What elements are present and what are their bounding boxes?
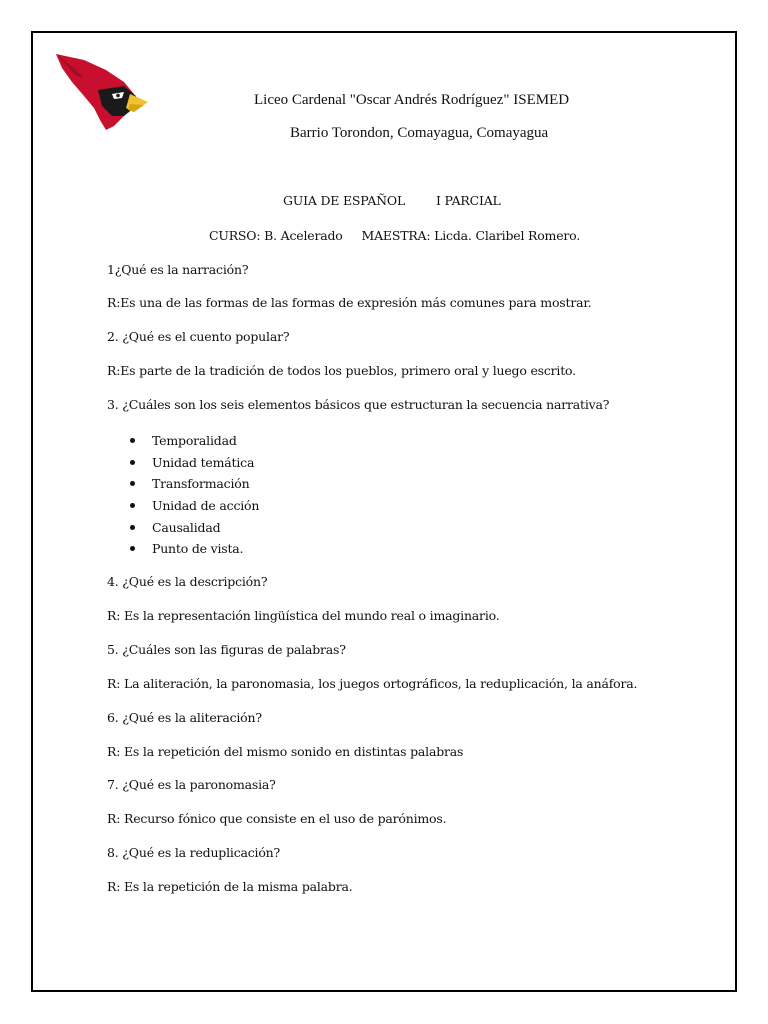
question-1: 1¿Qué es la narración? [107, 262, 249, 277]
list-item-label: Temporalidad [152, 433, 237, 448]
list-item [130, 430, 259, 452]
bullet-icon [130, 525, 135, 530]
answer-2: R:Es parte de la tradición de todos los pueblos, primero oral y luego escrito. [107, 363, 576, 378]
narrative-elements-list [130, 430, 259, 560]
question-5: 5. ¿Cuáles son las figuras de palabras? [107, 642, 346, 657]
list-item-label: Unidad de acción [152, 498, 260, 514]
school-address: Barrio Torondon, Comayagua, Comayagua [290, 125, 549, 141]
bullet-icon [130, 481, 135, 486]
answer-1: R:Es una de las formas de las formas de expresión más comunes para mostrar. [107, 295, 592, 310]
answer-6: R: Es la repetición del mismo sonido en distintas palabras [107, 744, 464, 759]
partial-label: I PARCIAL [436, 193, 501, 208]
bullet-icon [130, 546, 135, 551]
answer-4: R: Es la representación lingüística del mundo real o imaginario. [107, 608, 500, 623]
question-4: 4. ¿Qué es la descripción? [107, 574, 268, 589]
list-item [130, 517, 259, 539]
list-item-label: Punto de vista. [152, 541, 244, 557]
list-item [130, 473, 259, 495]
course-teacher-line: CURSO: B. Acelerado MAESTRA: Licda. Claribel Romero. [209, 228, 581, 243]
list-item [130, 538, 259, 560]
question-3: 3. ¿Cuáles son los seis elementos básicos que estructuran la secuencia narrativa? [107, 397, 610, 412]
bullet-icon [130, 460, 135, 465]
question-6: 6. ¿Qué es la aliteración? [107, 710, 262, 725]
list-item [130, 452, 259, 474]
cardinal-bird-logo-icon [54, 50, 150, 134]
list-item-label: Transformación [152, 476, 250, 492]
bullet-icon [130, 438, 135, 443]
school-name: Liceo Cardenal "Oscar Andrés Rodríguez" ISEMED [254, 92, 570, 108]
answer-7: R: Recurso fónico que consiste en el uso de parónimos. [107, 811, 447, 826]
answer-8: R: Es la repetición de la misma palabra. [107, 879, 353, 894]
list-item [130, 495, 259, 517]
list-item-label: Causalidad [152, 519, 221, 535]
guide-title: GUIA DE ESPAÑOL [283, 193, 406, 208]
list-item-label: Unidad temática [152, 454, 255, 470]
question-7: 7. ¿Qué es la paronomasia? [107, 777, 276, 792]
bullet-icon [130, 503, 135, 508]
answer-5: R: La aliteración, la paronomasia, los juegos ortográficos, la reduplicación, la anáfora. [107, 676, 638, 691]
question-2: 2. ¿Qué es el cuento popular? [107, 329, 290, 344]
question-8: 8. ¿Qué es la reduplicación? [107, 845, 281, 860]
